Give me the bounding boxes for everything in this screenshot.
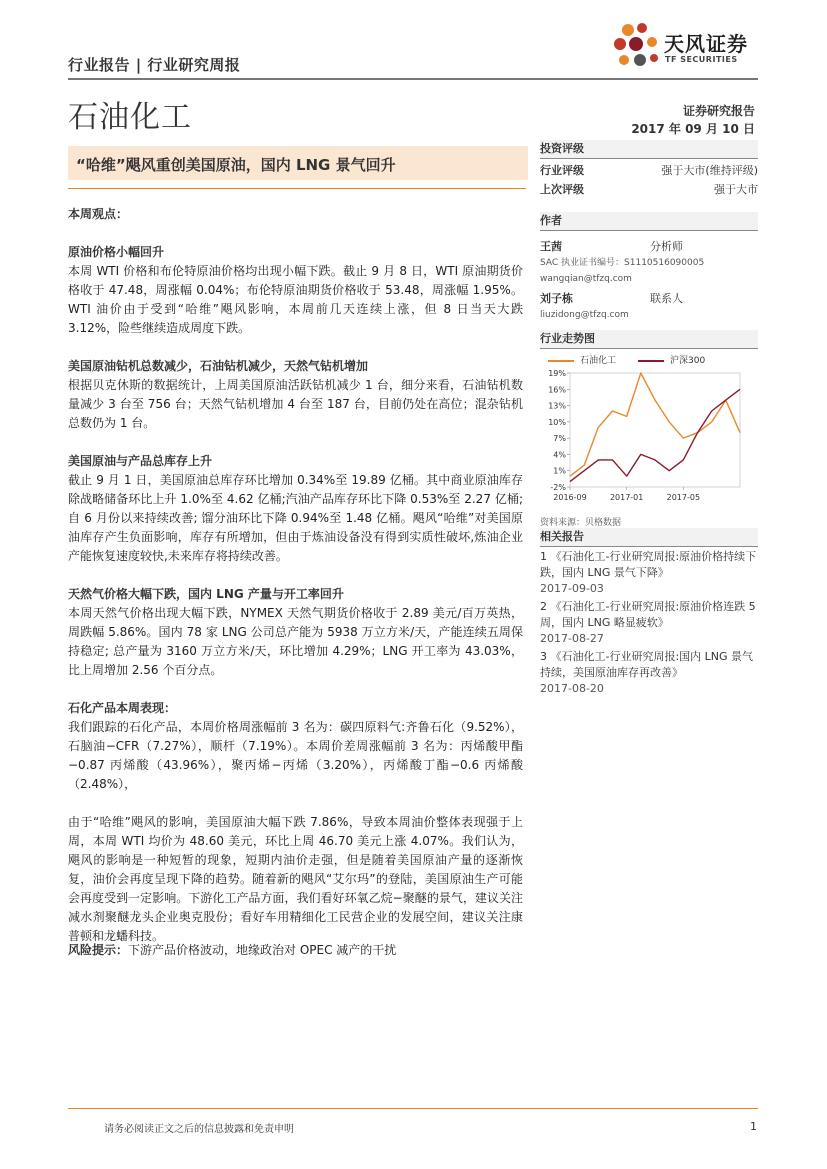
section-body: 截止 9 月 1 日，美国原油总库存环比增加 0.34%至 19.89 亿桶。其中商业原油库存除战略储备环比上升 1.0%至 4.62 亿桶;汽油产品库存环比下降 0.53%至 2.27 亿桶; 自 6 月份以来持续改善; 馏分油环比下降 0.94%至 1.48 亿桶。飓风“哈维”对美国原油库存产生负面影响，库存有所增加，但由于炼油设备没有得到实质性破坏,炼油企业产能恢复速度较快,未来库存将持续改善。 <box>68 473 523 563</box>
section-title: 原油价格小幅回升 <box>68 245 165 259</box>
conclusion-paragraph: 由于“哈维”飓风的影响，美国原油大幅下跌 7.86%，导致本周油价整体表现强于上周，本周 WTI 均价为 48.60 美元，环比上周 46.70 美元上涨 4.07%。我们认为，飓风的影响是一种短暂的现象，短期内油价走强，但是随着美国原油产量的逐渐恢复，油价会再度呈现下降的趋势。随着新的飓风“艾尔玛”的登陆，美国原油生产可能会再度受到一定影响。下游化工产品方面，我们看好环氧乙烷−聚醚的景气，建议关注减水剂聚醚龙头企业奥克股份；看好车用精细化工民营企业的发展空间，建议关注康普顿和龙蟠科技。 <box>68 815 523 943</box>
rating-panel <box>540 140 758 199</box>
logo-text-cn: 天风证券 <box>664 32 748 56</box>
related-report-date: 2017-09-03 <box>540 582 604 595</box>
report-date: 2017 年 09 月 10 日 <box>631 122 755 136</box>
author-name: 刘子栋 <box>540 292 573 305</box>
trend-panel <box>540 330 758 528</box>
related-heading: 相关报告 <box>540 528 758 547</box>
author-email[interactable]: liuzidong@tfzq.com <box>540 310 629 320</box>
risk-text: 下游产品价格波动，地缘政治对 OPEC 减产的干扰 <box>128 943 397 957</box>
y-tick-label: 10% <box>548 417 566 427</box>
author-entry <box>540 291 758 323</box>
report-type: 证券研究报告 <box>682 104 755 118</box>
header-divider <box>68 78 758 80</box>
logo-text-en: TF SECURITIES <box>665 55 738 64</box>
section-body: 本周 WTI 价格和布伦特原油价格均出现小幅下跌。截止 9 月 8 日，WTI 原油期货价格收于 47.48，周涨幅 0.04%；布伦特原油期货价格收于 53.48，周涨幅 1.95%。WTI 油价由于受到“哈维”飓风影响，本周前几天连续上涨，但 8 日当天大跌 3.12%，险些继续造成周度下跌。 <box>68 264 523 335</box>
rating-key: 上次评级 <box>540 183 584 196</box>
trend-chart <box>540 351 758 511</box>
legend-label-hs300: 沪深300 <box>670 356 706 366</box>
trend-heading: 行业走势图 <box>540 330 758 349</box>
author-role: 联系人 <box>650 292 683 305</box>
related-report-title[interactable]: 2 《石油化工-行业研究周报:原油价格连跌 5 周，国内 LNG 略显疲软》 <box>540 600 756 629</box>
sector-title: 石油化工 <box>68 100 192 135</box>
risk-warning <box>68 941 396 958</box>
related-report-date: 2017-08-27 <box>540 632 604 645</box>
author-name: 王茜 <box>540 240 562 253</box>
section-title: 美国原油钻机总数减少，石油钻机减少，天然气钻机增加 <box>68 359 369 373</box>
section-title: 天然气价格大幅下跌，国内 LNG 产量与开工率回升 <box>68 587 344 601</box>
section-body: 本周天然气价格出现大幅下跌，NYMEX 天然气期货价格收于 2.89 美元/百万英热，周跌幅 5.86%。国内 78 家 LNG 公司总产能为 5938 万立方米/天，产能连续五周保持稳定; 总产量为 3160 万立方米/天，环比增加 4.29%；LNG 开工率为 43.03%，比上周增加 2.56 个百分点。 <box>68 606 523 677</box>
chart-legend <box>548 353 705 366</box>
logo-flower-icon <box>612 20 662 76</box>
main-content <box>68 205 523 946</box>
related-report[interactable] <box>540 649 758 697</box>
footer-divider <box>68 1108 758 1109</box>
weekly-view-label: 本周观点： <box>68 207 129 221</box>
x-tick-label: 2017-01 <box>609 493 644 502</box>
section-body: 根据贝克休斯的数据统计，上周美国原油活跃钻机减少 1 台，细分来看，石油钻机数量减少 3 台至 756 台；天然气钻机增加 4 台至 187 台，目前仍处在高位；混杂钻机总数仍为 1 台。 <box>68 378 523 430</box>
related-report-date: 2017-08-20 <box>540 682 604 695</box>
y-tick-label: -2% <box>550 483 566 492</box>
chart-source: 资料来源：贝格数据 <box>540 518 622 528</box>
legend-label-petro: 石油化工 <box>580 356 617 366</box>
report-headline: “哈维”飓风重创美国原油，国内 LNG 景气回升 <box>76 156 396 174</box>
rating-value: 强于大市 <box>714 183 758 196</box>
y-tick-label: 16% <box>548 385 566 395</box>
legend-item-hs300 <box>638 353 705 366</box>
related-report-title[interactable]: 3 《石油化工-行业研究周报:国内 LNG 景气持续，美国原油库存再改善》 <box>540 650 754 679</box>
plot-frame <box>570 373 740 487</box>
related-report[interactable] <box>540 549 758 597</box>
rating-row <box>540 161 758 180</box>
rating-value: 强于大市(维持评级) <box>661 164 758 177</box>
related-report[interactable] <box>540 599 758 647</box>
author-email[interactable]: wangqian@tfzq.com <box>540 274 632 284</box>
y-tick-label: 1% <box>553 466 566 476</box>
author-entry <box>540 239 758 287</box>
rating-heading: 投资评级 <box>540 140 758 159</box>
y-tick-label: 4% <box>553 450 566 460</box>
page-number: 1 <box>750 1120 757 1133</box>
tf-securities-logo <box>612 20 762 76</box>
x-tick-label: 2017-05 <box>666 493 701 502</box>
x-tick-label: 2016-09 <box>553 493 587 502</box>
section-title: 石化产品本周表现： <box>68 701 177 715</box>
section-body: 我们跟踪的石化产品，本周价格周涨幅前 3 名为：碳四原料气:齐鲁石化（9.52%），石脑油−CFR（7.27%），顺杆（7.19%）。本周价差周涨幅前 3 名为：丙烯酸甲酯−0.87 丙烯酸（43.96%），聚丙烯−丙烯（3.20%），丙烯酸丁酯−0.6 丙烯酸（2.48%）， <box>68 720 523 791</box>
y-tick-label: 19% <box>548 369 566 378</box>
authors-panel <box>540 212 758 323</box>
section-title: 美国原油与产品总库存上升 <box>68 454 213 468</box>
author-cert: SAC 执业证书编号：S1110516090005 <box>540 258 705 268</box>
y-tick-label: 13% <box>548 401 566 411</box>
legend-item-petro <box>548 353 616 366</box>
related-report-title[interactable]: 1 《石油化工-行业研究周报:原油价格持续下跌，国内 LNG 景气下降》 <box>540 550 757 579</box>
risk-label: 风险提示： <box>68 943 129 957</box>
headline-divider <box>68 188 526 189</box>
footer-disclaimer[interactable]: 请务必阅读正文之后的信息披露和免责申明 <box>104 1124 294 1135</box>
author-role: 分析师 <box>650 240 683 253</box>
authors-heading: 作者 <box>540 212 758 231</box>
y-tick-label: 7% <box>553 434 566 444</box>
related-panel <box>540 528 758 697</box>
rating-row <box>540 180 758 199</box>
trend-chart-svg <box>540 367 758 512</box>
rating-key: 行业评级 <box>540 164 584 177</box>
report-category: 行业报告 | 行业研究周报 <box>68 56 241 74</box>
